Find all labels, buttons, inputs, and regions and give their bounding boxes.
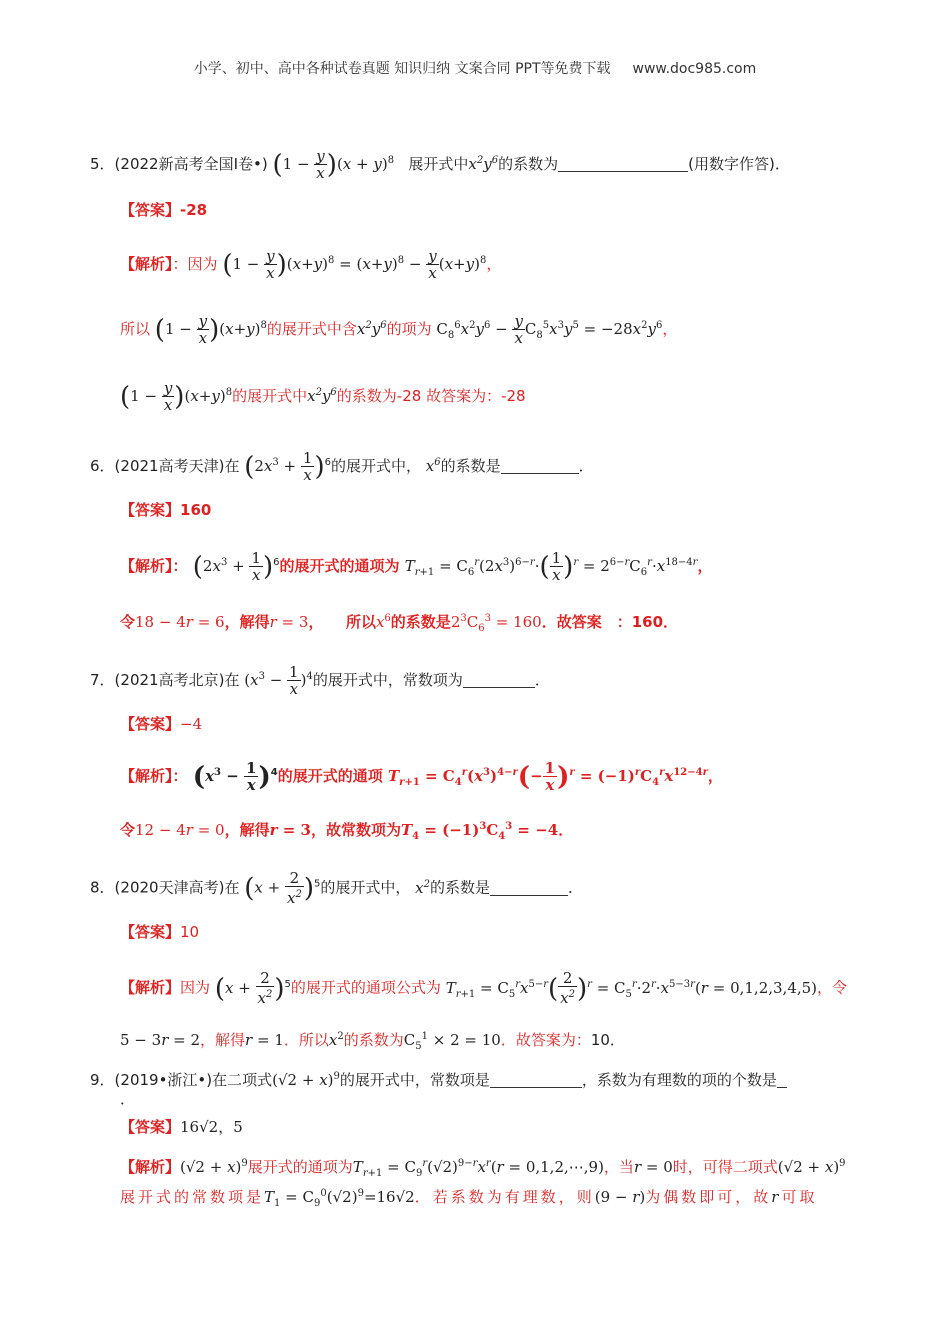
- header-text: 小学、初中、高中各种试卷真题 知识归纳 文案合同 PPT等免费下载: [193, 61, 611, 77]
- question-5: 5．(2022新高考全国Ⅰ卷•) (1 − $\frac{y}{x}$ )$(x + y)^8$ 展开式中$x^2y^6$的系数为 (用数字作答)．: [90, 147, 790, 182]
- question-8: 8．(2020天津高考)在 (x + $\frac{2}{x^2}$ )$^5$的展开式中， $x^2$的系数是 ．: [90, 869, 584, 907]
- analysis-5-line2: 所以 (1 − $\frac{y}{x}$ )$(x+y)^8$的展开式中含$x^2y^6$的项为 $C_8^6x^2y^6$ − $\frac{y}{x}$ $C_8^5x^3y^5 = -28x^2y^6$，: [120, 312, 678, 347]
- analysis-8-line1: 【解析】因为 (x + $\frac{2}{x^2}$ )$^5$的展开式的通项公式为 $T_{r+1} = C_5^rx^{5-r}$( $\frac{2}{x^2}$ )$^r = C_5^r\cdot 2^r\cdot x^{5-3r}(r = 0,1,2,3,4,5)$，令: [120, 969, 848, 1007]
- analysis-5-line3: (1 − $\frac{y}{x}$ )$(x+y)^8$的展开式中$x^2y^6$的系数为-28 故答案为：-28: [120, 379, 526, 414]
- analysis-9-line2: 展开式的常数项是$T_1 = C_9^0(√2)^9=16√2$．若系数为有理数，则(9 − r)为偶数即可，故r可取: [120, 1188, 818, 1209]
- question-6: 6．(2021高考天津)在 ($2x^3$ + $\frac{1}{x}$ )$^6$的展开式中， $x^6$的系数是 ．: [90, 449, 594, 484]
- analysis-7-line1: 【解析】： ($x^3$ − $\frac{1}{x}$ )$^4$的展开式的通项 $T_{r+1} = C_4^r(x^3)^{4-r}(-$ $\frac{1}{x}$ )$^r = (-1)^rC_4^rx^{12-4r}$，: [120, 759, 723, 794]
- question-9-tail: ．: [120, 1090, 136, 1108]
- analysis-5-line1: 【解析】：因为 (1 − $\frac{y}{x}$ )$(x+y)^8 = (x+y)^8$ − $\frac{y}{x}$ $(x+y)^8$，: [120, 247, 502, 282]
- question-7: 7．(2021高考北京)在 ($x^3$ − $\frac{1}{x}$ )$^4$的展开式中，常数项为 ．: [90, 663, 550, 698]
- question-source: (2022新高考全国Ⅰ卷•): [114, 155, 268, 173]
- answer-blank[interactable]: [501, 457, 579, 474]
- question-number: 5．: [90, 155, 115, 173]
- answer-7: 【答案】−4: [120, 715, 203, 733]
- analysis-8-line2: 5 − 3r = 2，解得r = 1．所以$x^2$的系数为$C_5^1 \times 2 = 10$．故答案为：10．: [120, 1031, 625, 1052]
- answer-6: 【答案】160: [120, 501, 212, 519]
- answer-5: 【答案】-28: [120, 201, 208, 219]
- analysis-9-line1: 【解析】$(√2 + x)^9$展开式的通项为$T_{r+1} = C_9^r(√2)^{9-r}x^r(r$ = 0,1,2,⋯,9)，当r = 0时，可得二项式$(√2 + x)^9$: [120, 1158, 846, 1179]
- page-header: [0, 58, 950, 78]
- analysis-6-line2: 令18 − 4r = 6，解得r = 3， 所以$x^6$的系数是$2^3C_6^3 = 160$．故答案 ：160．: [120, 613, 679, 634]
- answer-blank[interactable]: [558, 155, 688, 172]
- analysis-6-line1: 【解析】： ($2x^3$ + $\frac{1}{x}$ )$^6$的展开式的通项为 $T_{r+1} = C_6^r(2x^3)^{6-r}\cdot$( $\frac{1}{x}$ )$^r = 2^{6-r}C_6^r\cdot x^{18-4r}$，: [120, 549, 713, 584]
- answer-blank[interactable]: [490, 879, 568, 896]
- question-9: 9．(2019•浙江•)在二项式$(√2 + x)^9$的展开式中，常数项是 ，系数为有理数的项的个数是: [90, 1065, 787, 1092]
- answer-blank[interactable]: [463, 671, 535, 688]
- answer-blank[interactable]: [490, 1071, 582, 1088]
- header-url[interactable]: www.doc985.com: [632, 61, 757, 77]
- answer-8: 【答案】10: [120, 923, 200, 941]
- analysis-7-line2: 令12 − 4r = 0，解得r = 3，故常数项为$T_4 = (-1)^3C_4^3 = -4$．: [120, 821, 574, 842]
- answer-9: 【答案】16√2，5: [120, 1118, 243, 1136]
- answer-blank[interactable]: [777, 1071, 787, 1088]
